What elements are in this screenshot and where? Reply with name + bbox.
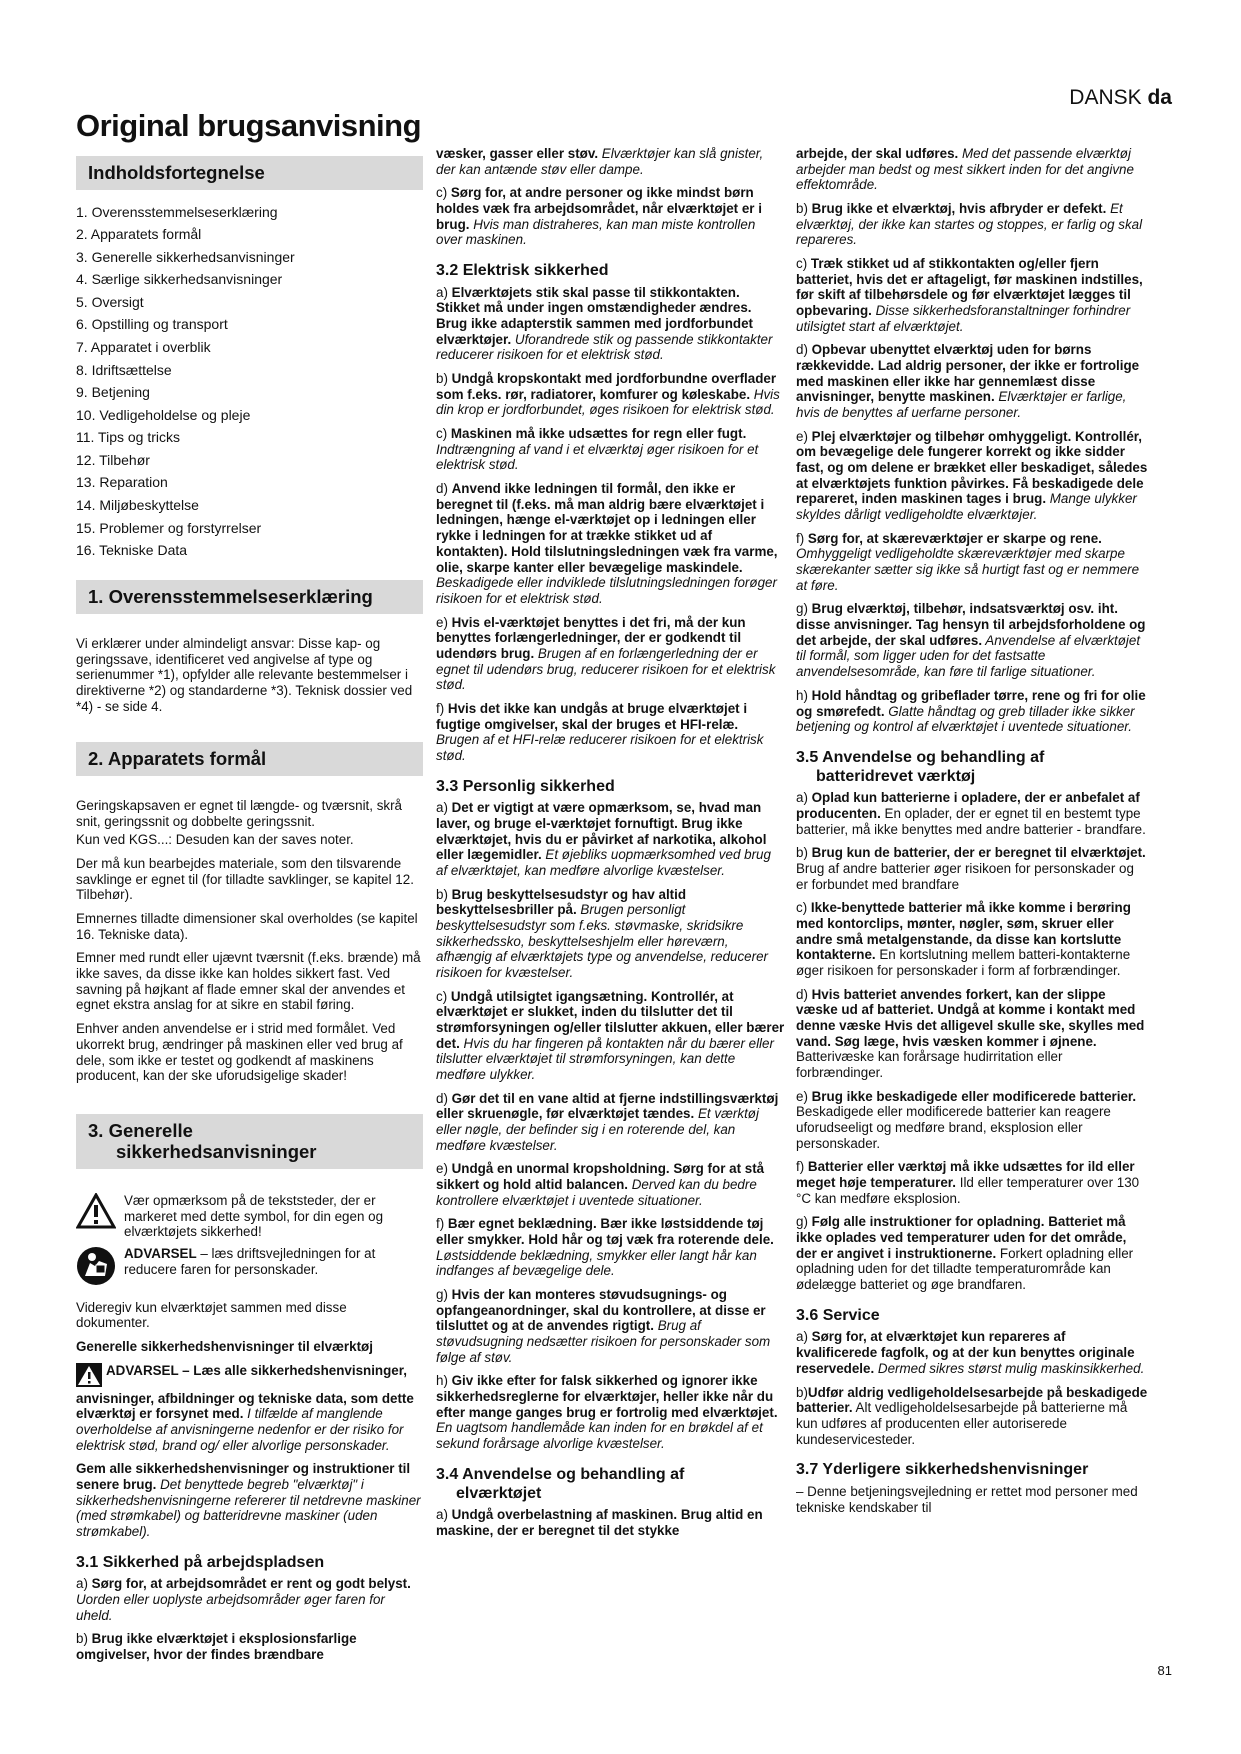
section-3-heading-line1: 3. Generelle (88, 1119, 193, 1141)
section-1-text: Vi erklærer under almindeligt ansvar: Disse kap- og geringssave, identificeret ved angivelse af type og serienummer *1), opfylder alle relevante bestemmelser i direktiverne *2) og standarderne *3). Teknisk dossier ved *4) - se side 4. (76, 636, 413, 714)
section-2-p2: Der må kun bearbejdes materiale, som den tilsvarende savklinge er egnet til (for tilladte savklinger, se kapitel 12. Tilbehør). (76, 856, 414, 903)
section-3-7-heading: 3.7 Yderligere sikkerhedshenvisninger (796, 1461, 1089, 1479)
section-3-5-f: f) Batterier eller værktøj må ikke udsættes for ild eller meget høje temperaturer. Ild eller temperaturer over 130 °C kan medføre eksplosion. (796, 1159, 1140, 1206)
section-2-p4: Emner med rundt eller ujævnt tværsnit (f.eks. brænde) må ikke saves, da disse ikke kan holdes sikkert fast. Ved savning på højkant af flade emner skal der anvendes et egnet ekstra anslag for at sikre en stabil føring. (76, 950, 421, 1013)
page-number: 81 (1157, 1663, 1172, 1678)
section-3-1-b-cont: væsker, gasser eller støv. Elværktøjer kan slå gnister, der kan antænde støv eller dampe. (436, 146, 764, 177)
section-3-3-heading: 3.3 Personlig sikkerhed (436, 777, 615, 795)
section-3-4-c: c) Træk stikket ud af stikkontakten og/eller fjern batteriet, hvis det er aftageligt, før maskinen indstilles, før skift af tilbehørsdele og før elværktøjet lægges til opbevaring. Disse sikkerhedsforanstaltninger forhindrer utilsigtet start af elværktøjet. (796, 256, 1143, 334)
section-3-6-a: a) Sørg for, at elværktøjet kun repareres af kvalificerede fagfolk, og at der kun benyttes originale reservedele. Dermed sikres størst mulig maskinsikkerhed. (796, 1329, 1145, 1376)
section-3-5-heading: 3.5 Anvendelse og behandling af batteridrevet værktøj (796, 748, 1045, 785)
section-3-2-f: f) Hvis det ikke kan undgås at bruge elværktøjet i fugtige omgivelser, skal der bruges et HFI-relæ. Brugen af et HFI-relæ reducerer risikoen for et elektrisk stød. (436, 700, 764, 763)
read-manual-icon (76, 1246, 116, 1290)
warning-triangle-icon (76, 1193, 116, 1233)
section-2-p1b: Kun ved KGS...: Desuden kan der saves noter. (76, 832, 354, 848)
section-3-2-c: c) Maskinen må ikke udsættes for regn eller fugt. Indtrængning af vand i et elværktøj øger risikoen for et elektrisk stød. (436, 426, 759, 473)
section-3-5-c: c) Ikke-benyttede batterier må ikke komme i berøring med kontorclips, mønter, nøgler, søm, skruer eller andre små metalgenstande, da disse kan kortslutte kontakterne. En kortslutning mellem batteri-kontakterne øger risikoen for personskader i form af forbrændinger. (796, 900, 1131, 978)
section-3-1-b: b) Brug ikke elværktøjet i eksplosionsfarlige omgivelser, hvor der findes brændbare (76, 1631, 357, 1662)
section-3-5-g: g) Følg alle instruktioner for opladning. Batteriet må ikke oplades ved temperaturer uden for det område, der er angivet i instruktionerne. Forkert opladning eller opladning uden for det tilladte temperaturområde kan ødelægge batteriet og øge brandfaren. (796, 1214, 1134, 1293)
section-3-3-g: g) Hvis der kan monteres støvudsugnings- og opfangeanordninger, skal du kontrollere, at disse er tilsluttet og at de anvendes rigtigt. Brug af støvudsugning nedsætter risikoen for personskader som følge af støv. (436, 1287, 771, 1365)
section-3-3-h: h) Giv ikke efter for falsk sikkerhed og ignorer ikke sikkerhedsreglerne for elværktøjer, heller ikke når du efter mange ganges brug er fortrolig med elværktøjet. En uagtsom handlemåde kan inden for en brøkdel af et sekund forårsage alvorlige kvæstelser. (436, 1373, 778, 1452)
section-3-2-d: d) Anvend ikke ledningen til formål, den ikke er beregnet til (f.eks. må man aldrig bære elværktøjet i ledningen, hænge el-værktøjet op i ledningen eller rykke i ledningen for at trække stikket ud af kontakten). Hold tilslutningsledningen væk fra varme, olie, skarpe kanter eller bevægelige maskindele. Beskadigede eller indviklede tilslutningsledningen forøger risikoen for et elektrisk stød. (436, 481, 778, 606)
section-3-1-c: c) Sørg for, at andre personer og ikke mindst børn holdes væk fra arbejdsområdet, når elværktøjet er i brug. Hvis man distraheres, kan man miste kontrollen over maskinen. (436, 185, 762, 248)
advarsel-paragraph: ADVARSEL – Læs alle sikkerhedshenvisninger, anvisninger, afbildninger og tekniske data, som dette elværktøj er forsynet med. I tilfælde af manglende overholdelse af anvisningerne nedenfor er der risiko for elektrisk stød, brand og/ eller alvorlige personskader. (76, 1362, 414, 1453)
toc-item: 12. Tilbehør (76, 451, 150, 468)
toc-item: 4. Særlige sikkerhedsanvisninger (76, 271, 283, 288)
toc-item: 7. Apparatet i overblik (76, 339, 211, 356)
toc-item: 13. Reparation (76, 474, 168, 491)
section-3-4-f: f) Sørg for, at skæreværktøjer er skarpe og rene. Omhyggeligt vedligeholdte skæreværktøjer med skarpe skærekanter sætter sig ikke så hurtigt fast og er nemmere at føre. (796, 530, 1140, 593)
toc-item: 9. Betjening (76, 384, 150, 401)
section-3-4-heading: 3.4 Anvendelse og behandling af elværktøjet (436, 1465, 685, 1502)
section-3-subheading: Generelle sikkerhedshenvisninger til elværktøj (76, 1339, 373, 1355)
section-3-4-e: e) Plej elværktøjer og tilbehør omhyggeligt. Kontrollér, om bevægelige dele fungerer korrekt og ikke sidder fast, og om delene er brækket eller beskadiget, således at elværktøjets funktion påvirkes. Få beskadigede dele repareret, inden maskinen tages i brug. Mange ulykker skyldes dårligt vedligeholdte elværktøjer. (796, 428, 1148, 523)
column-1 (76, 156, 423, 1671)
section-3-4-d: d) Opbevar ubenyttet elværktøj uden for børns rækkevidde. Lad aldrig personer, der ikke er fortrolige med maskinen eller ikke har gennemlæst disse anvisninger, benytte maskinen. Elværktøjer er farlige, hvis de benyttes af uerfarne personer. (796, 342, 1140, 421)
toc-item: 3. Generelle sikkerhedsanvisninger (76, 248, 295, 265)
section-3-5-e: e) Brug ikke beskadigede eller modificerede batterier. Beskadigede eller modificerede batterier kan reagere uforudseeligt og medføre brand, eksplosion eller personskader. (796, 1088, 1137, 1151)
section-3-5-d: d) Hvis batteriet anvendes forkert, kan der slippe væske ud af batteriet. Undgå at komme i kontakt med denne væske Hvis det alligevel skulle ske, skylles med vand. Søg læge, hvis væsken kommer i øjnene. Batterivæske kan forårsage hudirritation eller forbrændinger. (796, 986, 1145, 1081)
column-3 (796, 146, 1148, 1523)
section-3-4-b: b) Brug ikke et elværktøj, hvis afbryder er defekt. Et elværktøj, der ikke kan startes og stoppes, er farlig og skal repareres. (796, 201, 1143, 248)
page-title: Original brugsanvisning (76, 108, 422, 143)
section-3-7-item: – Denne betjeningsvejledning er rettet mod personer med tekniske kendskaber til (796, 1483, 1138, 1515)
toc-item: 11. Tips og tricks (76, 429, 181, 446)
section-3-5-b: b) Brug kun de batterier, der er beregnet til elværktøjet. Brug af andre batterier øger risikoen for personskader og er forbundet med brandfare (796, 845, 1146, 892)
section-3-5-a: a) Oplad kun batterierne i opladere, der er anbefalet af producenten. En oplader, der er egnet til en bestemt type batterier, må ikke benyttes med andre batterier - brandfare. (796, 790, 1146, 837)
section-3-heading-line2: sikkerhedsanvisninger (116, 1141, 317, 1163)
section-3-heading (76, 1114, 423, 1169)
warning-triangle-icon (76, 1363, 102, 1391)
section-3-4-a: a) Undgå overbelastning af maskinen. Brug altid en maskine, der er beregnet til det stykke (436, 1507, 763, 1538)
toc-item: 1. Overensstemmelseserklæring (76, 203, 278, 220)
section-3-2-b: b) Undgå kropskontakt med jordforbundne overflader som f.eks. rør, radiatorer, komfurer og køleskabe. Hvis din krop er jordforbundet, øges risikoen for elektrisk stød. (436, 371, 780, 418)
section-3-1-heading: 3.1 Sikkerhed på arbejdspladsen (76, 1553, 325, 1571)
section-3-2-e: e) Hvis el-værktøjet benyttes i det fri, må der kun benyttes forlængerledninger, der er godkendt til udendørs brug. Brugen af en forlængerledning der er egnet til udendørs brug, reducerer risikoen for et elektrisk stød. (436, 614, 776, 693)
keep-instructions-paragraph: Gem alle sikkerhedshenvisninger og instruktioner til senere brug. Det benyttede begreb "elværktøj" i sikkerhedshenvisningerne refererer til netdrevne maskiner (med strømkabel) og batteridrevne maskiner (uden strømkabel). (76, 1461, 421, 1539)
section-2-p5: Enhver anden anvendelse er i strid med formålet. Ved ukorrekt brug, ændringer på maskinen eller ved brug af dele, som ikke er testet og godkendt af maskinens producent, kan der ske uforudsigelige skader! (76, 1021, 403, 1084)
section-3-4-h: h) Hold håndtag og gribeflader tørre, rene og fri for olie og smørefedt. Glatte håndtag og greb tillader ikke sikker betjening og kontrol af elværktøjet i uventede situationer. (796, 687, 1146, 735)
warning-note (76, 1193, 423, 1240)
section-3-3-f: f) Bær egnet beklædning. Bær ikke løstsiddende tøj eller smykker. Hold hår og tøj væk fra roterende dele. Løstsiddende beklædning, smykker eller langt hår kan indfanges af bevægelige dele. (436, 1216, 774, 1279)
section-3-p1: Videregiv kun elværktøjet sammen med disse dokumenter. (76, 1299, 347, 1331)
language-label: DANSK da (1069, 86, 1172, 109)
section-3-2-a: a) Elværktøjets stik skal passe til stikkontakten. Stikket må under ingen omstændigheder ændres. Brug ikke adapterstik sammen med jordforbundet elværktøjer. Uforandrede stik og passende stikkontakter reducerer risikoen for et elektrisk stød. (436, 284, 773, 363)
section-3-1-a: a) Sørg for, at arbejdsområdet er rent og godt belyst. Uorden eller uoplyste arbejdsområder øger faren for uheld. (76, 1576, 411, 1623)
toc-item: 5. Oversigt (76, 293, 144, 310)
section-3-3-e: e) Undgå en unormal kropsholdning. Sørg for at stå sikkert og hold altid balancen. Derved kan du bedre kontrollere elværktøjet i uventede situationer. (436, 1161, 765, 1208)
section-1-heading: 1. Overensstemmelseserklæring (76, 580, 423, 614)
toc-item: 14. Miljøbeskyttelse (76, 496, 199, 513)
section-2-heading: 2. Apparatets formål (76, 742, 423, 776)
section-3-3-b: b) Brug beskyttelsesudstyr og hav altid beskyttelsesbriller på. Brugen personligt beskyttelsesudstyr som f.eks. støvmaske, skridsikre sikkerhedssko, beskyttelseshjelm eller høreværn, afhængig af elværktøjets type og anvendelse, reducerer risikoen for kvæstelser. (436, 886, 768, 980)
section-3-3-c: c) Undgå utilsigtet igangsætning. Kontrollér, at elværktøjet er slukket, inden du tilslutter det til strømforsyningen og/eller tilslutter akkuen, eller bærer det. Hvis du har fingeren på kontakten når du bærer eller tilslutter elværktøjet til strømforsyningen, kan dette medføre ulykker. (436, 988, 785, 1083)
section-3-4-g: g) Brug elværktøj, tilbehør, indsatsværktøj osv. iht. disse anvisninger. Tag hensyn til arbejdsforholdene og det arbejde, der skal udføres. Anvendelse af elværktøjet til formål, som ligger uden for det fastsatte anvendelsesområde, kan føre til farlige situationer. (796, 601, 1146, 680)
read-manual-note (76, 1246, 423, 1290)
section-3-6-b: b)Udfør aldrig vedligeholdelsesarbejde på beskadigede batterier. Alt vedligeholdelsesarbejde på batterierne må kun udføres af producenten eller autoriserede kundeservicesteder. (796, 1384, 1148, 1447)
section-2-p3: Emnernes tilladte dimensioner skal overholdes (se kapitel 16. Tekniske data). (76, 911, 418, 942)
toc-item: 15. Problemer og forstyrrelser (76, 519, 262, 536)
section-3-2-heading: 3.2 Elektrisk sikkerhed (436, 262, 609, 280)
table-of-contents (76, 204, 423, 559)
column-2 (436, 146, 785, 1547)
toc-item: 8. Idriftsættelse (76, 361, 172, 378)
section-3-4-a-cont: arbejde, der skal udføres. Med det passende elværktøj arbejder man bedst og mest sikkert inden for det angivne effektområde. (796, 146, 1134, 193)
toc-item: 10. Vedligeholdelse og pleje (76, 406, 251, 423)
section-3-3-a: a) Det er vigtigt at være opmærksom, se, hvad man laver, og bruge el-værktøjet fornuftigt. Brug ikke elværktøjet, hvis du er påvirket af narkotika, alkohol eller lægemidler. Et øjebliks uopmærksomhed ved brug af elværktøjet, kan medføre alvorlige kvæstelser. (436, 800, 771, 878)
toc-item: 2. Apparatets formål (76, 226, 202, 243)
toc-item: 6. Opstilling og transport (76, 316, 228, 333)
warning-note-text: Vær opmærksom på de tekststeder, der er markeret med dette symbol, for din egen og elværktøjets sikkerhed! (124, 1193, 384, 1240)
section-3-3-d: d) Gør det til en vane altid at fjerne indstillingsværktøj eller skruenøgle, før elværktøjet tændes. Et værktøj eller nøgle, der befinder sig i en roterende del, kan medføre kvæstelser. (436, 1090, 779, 1153)
toc-item: 16. Tekniske Data (76, 542, 188, 559)
read-manual-text: ADVARSEL – læs driftsvejledningen for at reducere faren for personskader. (124, 1246, 376, 1277)
section-2-p1: Geringskapsaven er egnet til længde- og tværsnit, skrå snit, geringssnit og dobbelte geringssnit. (76, 798, 402, 829)
toc-heading: Indholdsfortegnelse (76, 156, 423, 190)
section-3-6-heading: 3.6 Service (796, 1306, 880, 1324)
